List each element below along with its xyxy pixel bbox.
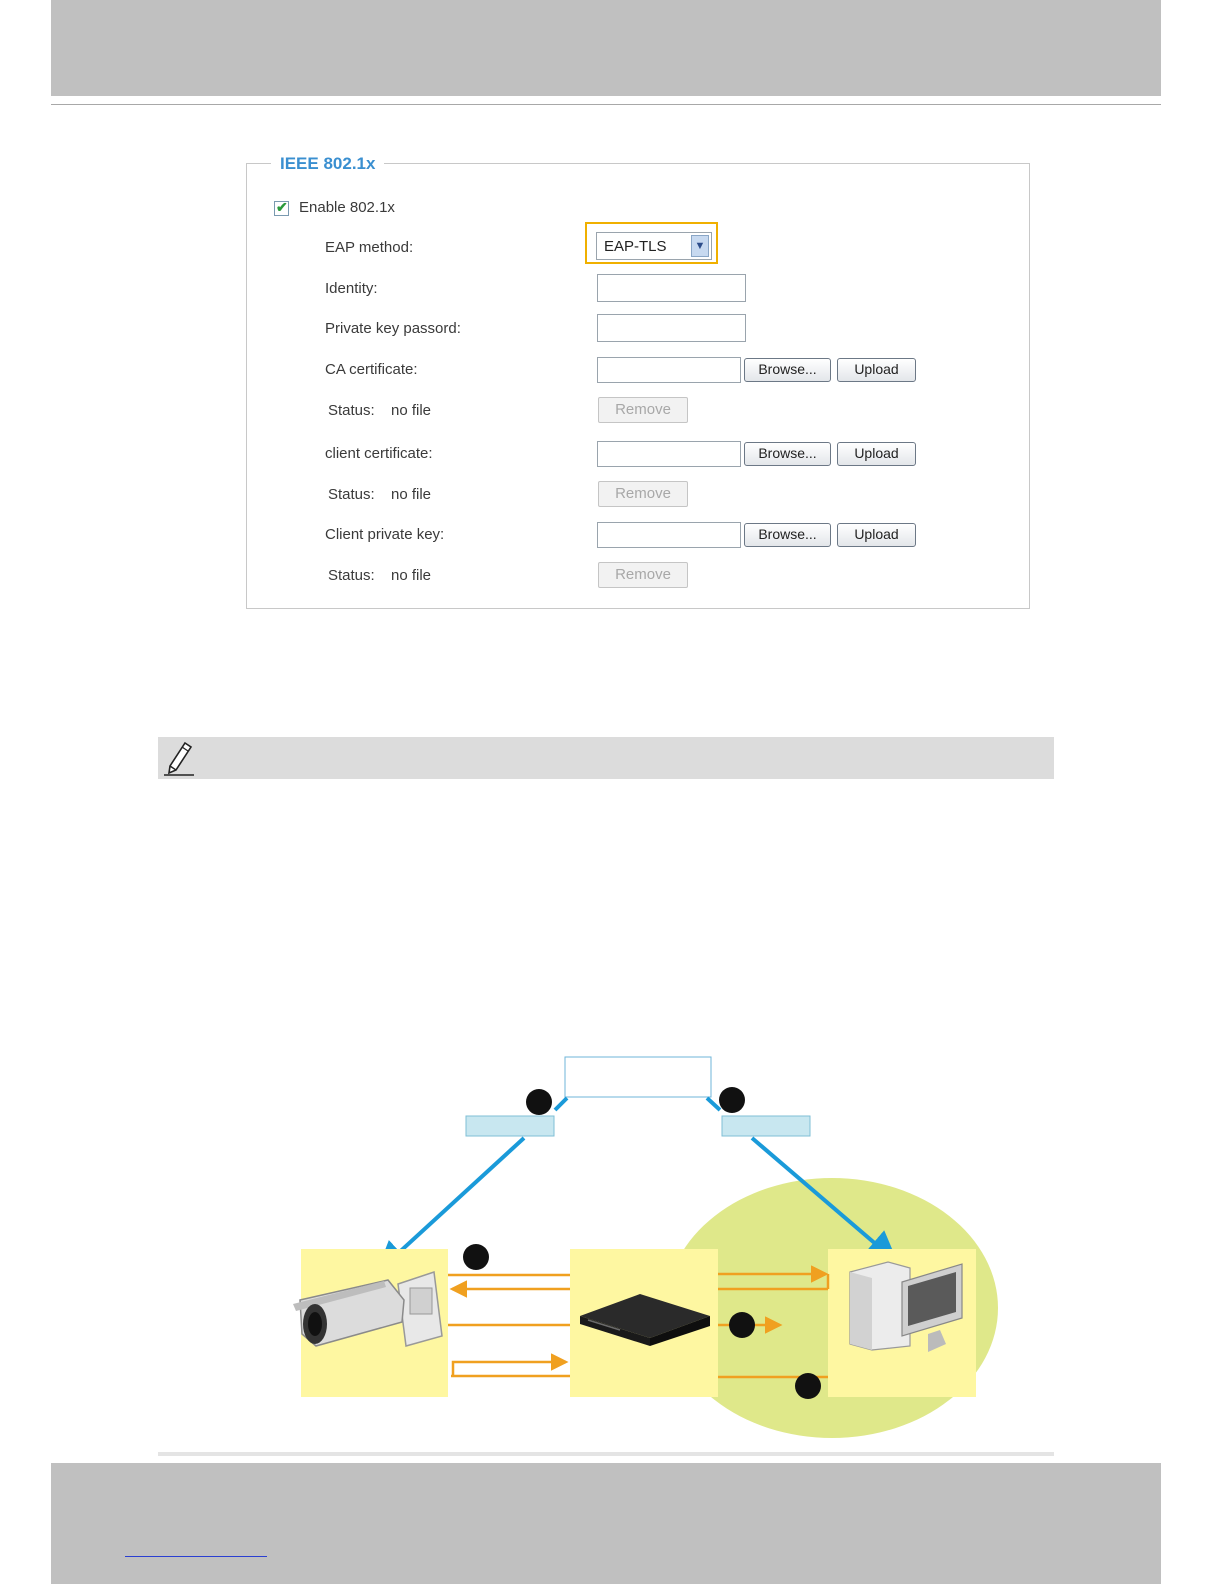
private-key-password-input[interactable]	[597, 314, 746, 342]
step-circle-c	[463, 1244, 489, 1270]
client-certificate-file-input[interactable]	[597, 441, 741, 467]
identity-label: Identity:	[325, 280, 378, 297]
step-circle-e	[795, 1373, 821, 1399]
client-private-key-label: Client private key:	[325, 526, 445, 543]
eap-method-value: EAP-TLS	[604, 238, 667, 255]
client-private-key-file-input[interactable]	[597, 522, 741, 548]
header-divider	[51, 104, 1161, 105]
bottom-divider	[158, 1452, 1054, 1456]
client-certificate-label: client certificate:	[325, 445, 433, 462]
blue-link-top-left	[555, 1098, 567, 1110]
ca-certificate-label: CA certificate:	[325, 361, 418, 378]
client-private-key-browse-button[interactable]: Browse...	[744, 523, 831, 547]
eap-method-select[interactable]	[596, 232, 712, 260]
checkmark-icon: ✔	[276, 199, 288, 215]
blue-link-top-right	[707, 1098, 720, 1110]
blue-arrow-to-camera	[382, 1138, 524, 1268]
key-status-label: Status:	[328, 567, 375, 584]
ieee-8021x-diagram	[0, 1040, 1224, 1450]
private-key-password-label: Private key passord:	[325, 320, 461, 337]
step-circle-b	[719, 1087, 745, 1113]
orange-arrow-4	[453, 1362, 566, 1376]
footer-link-underline[interactable]	[125, 1556, 267, 1557]
client-cert-status-value: no file	[391, 486, 432, 503]
eap-method-label: EAP method:	[325, 239, 414, 256]
step-circle-d	[729, 1312, 755, 1338]
top-box	[565, 1057, 711, 1097]
client-private-key-remove-button[interactable]: Remove	[598, 562, 688, 588]
chevron-down-icon[interactable]: ▼	[691, 235, 709, 257]
right-label-box	[722, 1116, 810, 1136]
ca-status-label: Status:	[328, 402, 375, 419]
left-label-box	[466, 1116, 554, 1136]
ca-certificate-browse-button[interactable]: Browse...	[744, 358, 831, 382]
enable-8021x-checkbox[interactable]	[274, 201, 289, 216]
ca-certificate-file-input[interactable]	[597, 357, 741, 383]
client-cert-status-label: Status:	[328, 486, 375, 503]
page-header-band	[51, 0, 1161, 96]
key-status-value: no file	[391, 567, 432, 584]
note-bar	[158, 737, 1054, 779]
enable-8021x-label: Enable 802.1x	[299, 199, 395, 216]
client-private-key-upload-button[interactable]: Upload	[837, 523, 916, 547]
client-certificate-browse-button[interactable]: Browse...	[744, 442, 831, 466]
step-circle-a	[526, 1089, 552, 1115]
ca-status-value: no file	[391, 402, 432, 419]
client-certificate-upload-button[interactable]: Upload	[837, 442, 916, 466]
pencil-icon	[163, 740, 195, 776]
client-certificate-remove-button[interactable]: Remove	[598, 481, 688, 507]
ca-certificate-remove-button[interactable]: Remove	[598, 397, 688, 423]
ca-certificate-upload-button[interactable]: Upload	[837, 358, 916, 382]
ieee-8021x-legend: IEEE 802.1x	[271, 154, 384, 174]
identity-input[interactable]	[597, 274, 746, 302]
page-footer-band	[51, 1463, 1161, 1584]
